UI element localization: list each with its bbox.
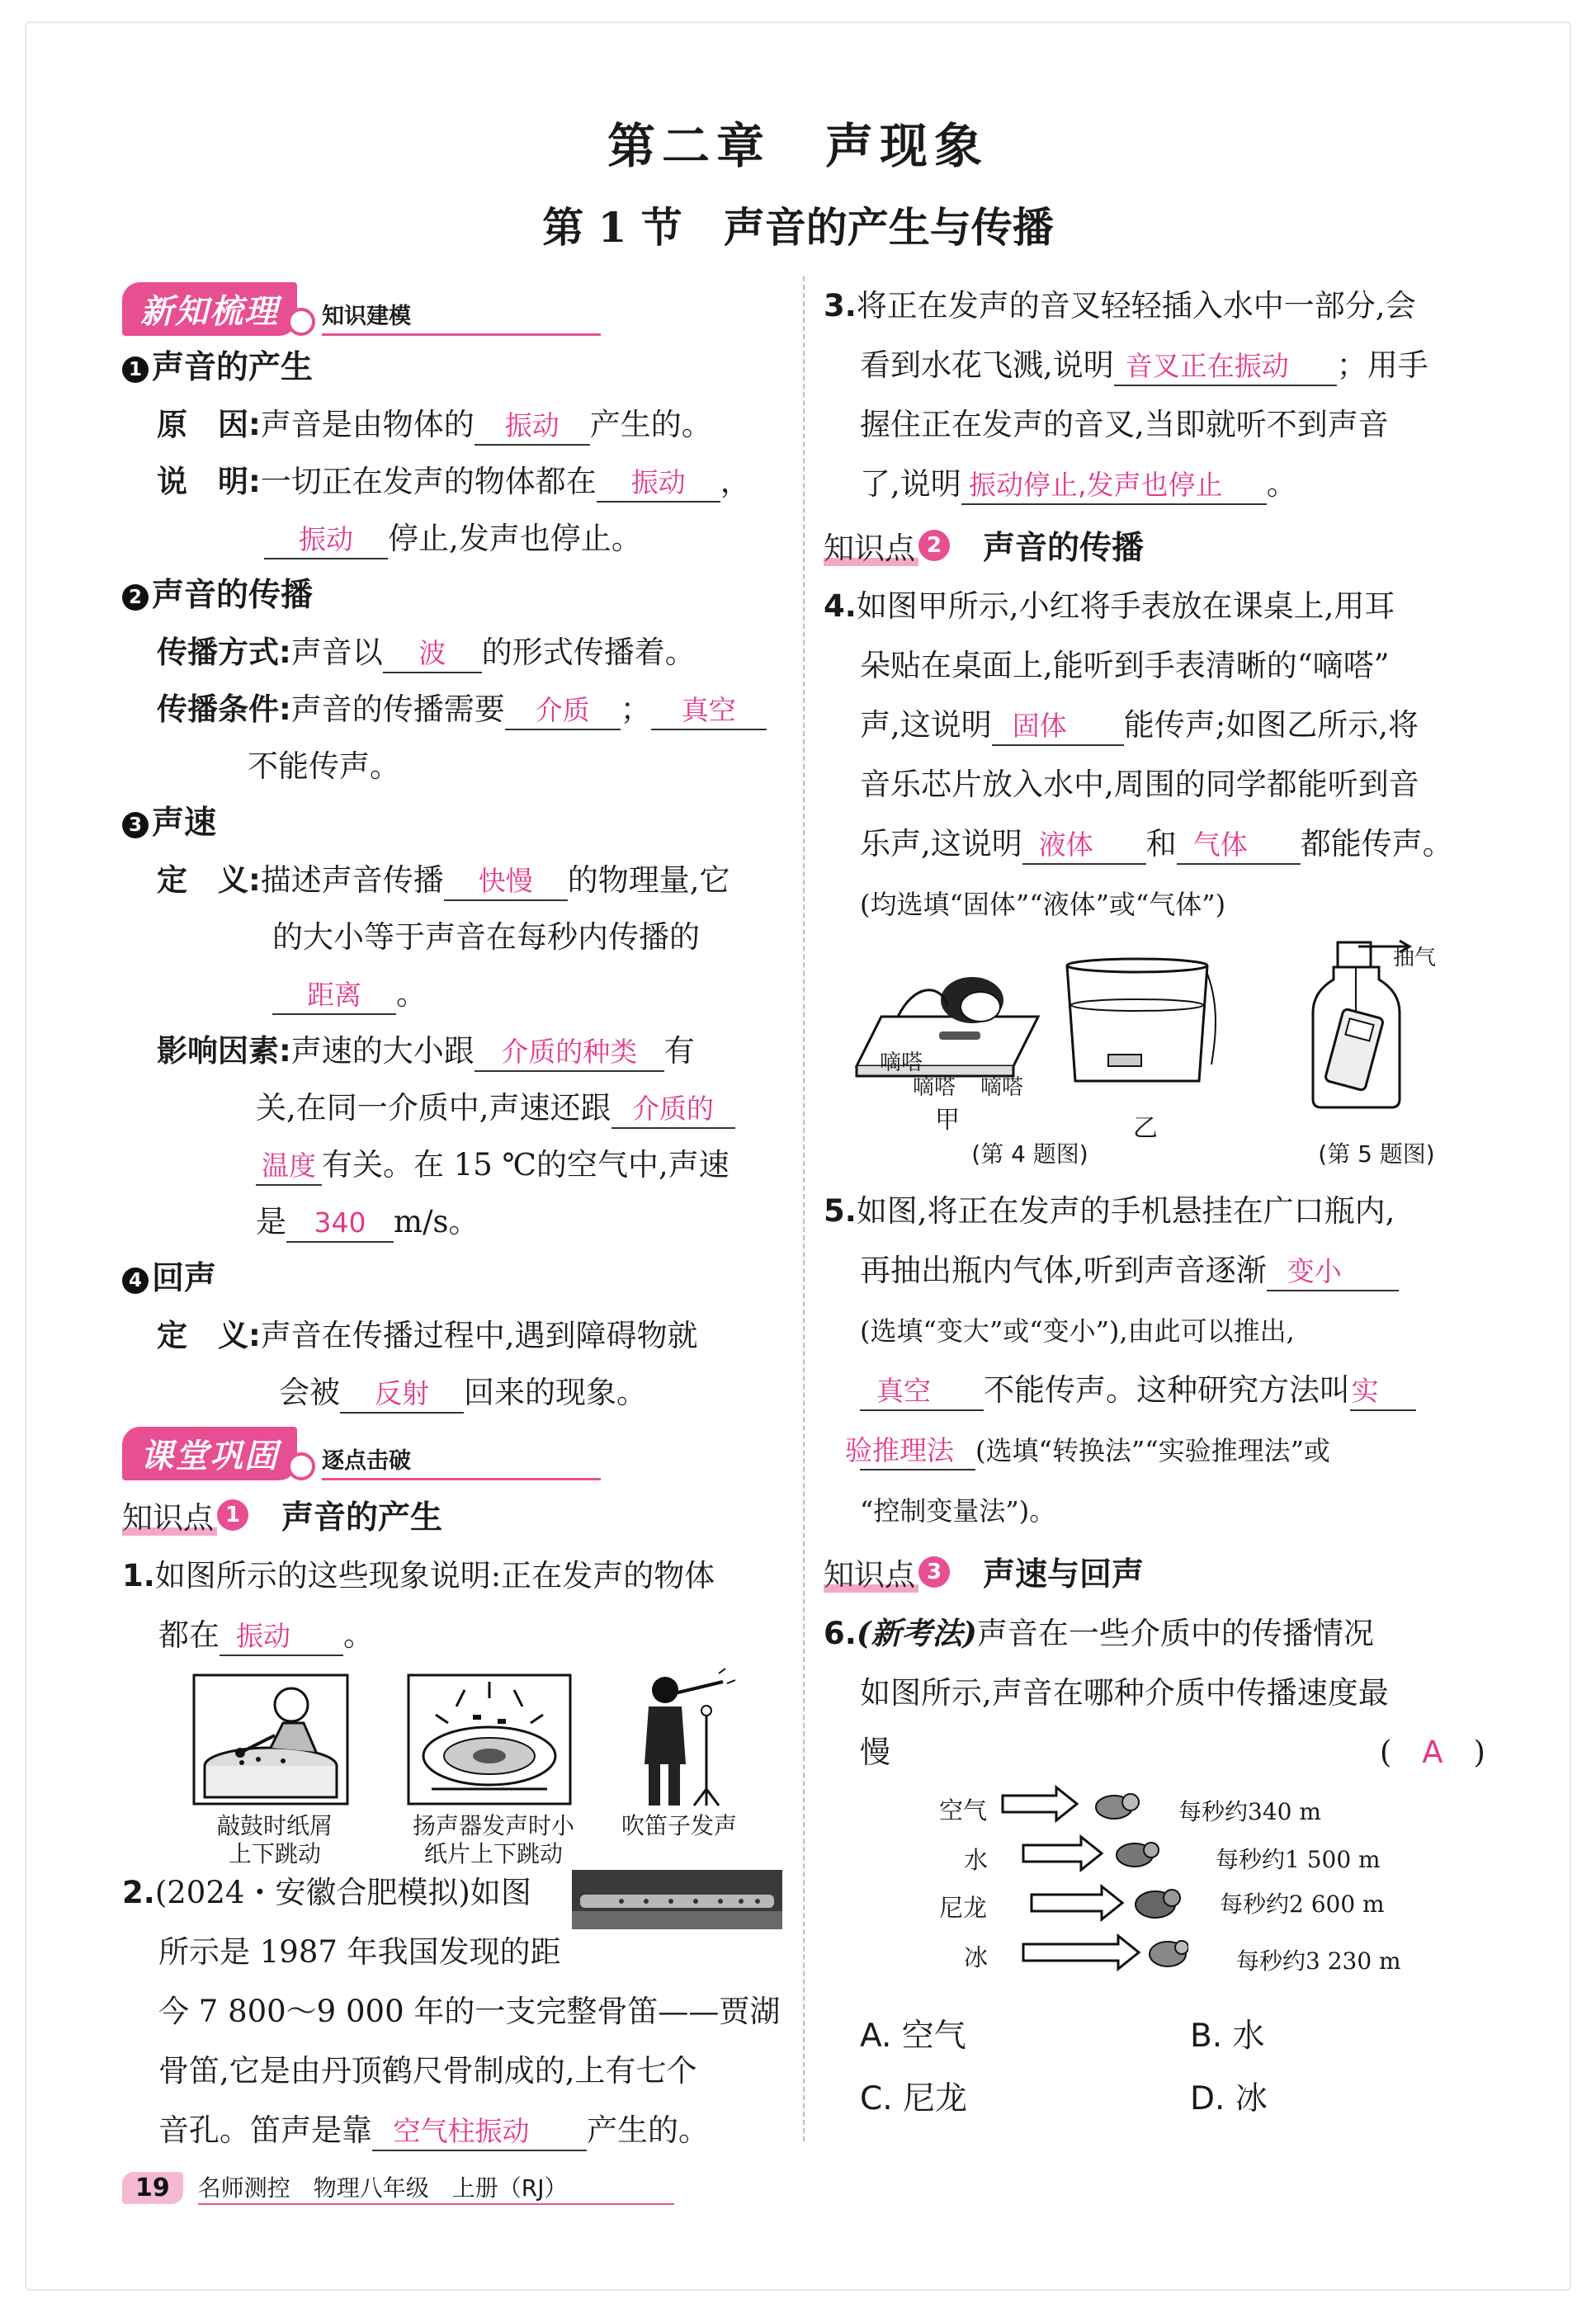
target-icon [287, 1452, 315, 1480]
left-column [122, 276, 782, 2160]
answer-blank[interactable]: 介质 [505, 692, 621, 730]
medium-label-nylon: 尼龙 [939, 1894, 988, 1922]
fig-jia-label: 甲 [935, 1106, 960, 1135]
k4-dingyi-cont: 会被 反射 回来的现象。 [122, 1364, 782, 1421]
answer-blank[interactable]: 振动停止,发声也停止 [961, 467, 1267, 505]
k3-dingyi-cont: 的大小等于声音在每秒内传播的 [272, 919, 700, 955]
option-b[interactable]: B. 水 [1190, 2018, 1265, 2055]
arrow-icon [1023, 1837, 1102, 1870]
k1-heading: 1 声音的产生 [122, 339, 782, 396]
caption-speaker: 扬声器发声时小 纸片上下跳动 [412, 1812, 574, 1867]
k1-yuanyin: 原 因:声音是由物体的 振动 产生的。 [122, 396, 782, 453]
answer-choice[interactable]: A [1422, 1735, 1443, 1770]
banner-subtitle: 知识建模 [322, 300, 601, 336]
magnifier-icon [287, 308, 315, 336]
knowledge-point-3: 知识点 3 声速与回声 [824, 1541, 1494, 1603]
k3-dingyi-cont2: 距离 。 [122, 965, 782, 1022]
k2-tiaojian-cont: 不能传声。 [248, 748, 400, 784]
answer-blank[interactable]: 音叉正在振动 [1114, 348, 1337, 386]
section-title: 第 1 节 声音的产生与传播 [542, 203, 1054, 252]
question-3: 3.将正在发声的音叉轻轻插入水中一部分,会 看到水花飞溅,说明 音叉正在振动 ；用手 握住正在发声的音叉,当即就听不到声音 了,说明 振动停止,发声也停止 。 [824, 276, 1494, 514]
answer-blank[interactable]: 变小 [1267, 1253, 1399, 1291]
answer-blank[interactable]: 波 [383, 635, 482, 673]
caption-fig5: (第 5 题图) [1318, 1140, 1435, 1168]
bone-flute-photo [572, 1870, 782, 1929]
k3-yingxiang: 影响因素:声速的大小跟 介质的种类 有 [122, 1022, 782, 1079]
answer-blank[interactable]: 介质的 [611, 1091, 735, 1129]
question-5: 5.如图,将正在发声的手机悬挂在广口瓶内, 再抽出瓶内气体,听到声音逐渐 变小 (选填“变大”或“变小”),由此可以推出, 真空 不能传声。这种研究方法叫实 验推理法 (选填“转换法”“实验推理法”或 “控制变量法”)。 [824, 1182, 1494, 1541]
k2-tiaojian: 传播条件:声音的传播需要 介质 ； 真空 [122, 681, 782, 738]
flute-player-illustration [616, 1665, 739, 1810]
desk-watch-illustration [848, 967, 1046, 1083]
speaker-illustration [407, 1673, 572, 1806]
caption-fig4: (第 4 题图) [971, 1140, 1088, 1168]
k3-dingyi: 定 义:描述声音传播 快慢 的物理量,它 [122, 852, 782, 909]
page-number: 19 [122, 2172, 183, 2204]
arrows-and-snails [999, 1782, 1188, 1997]
dida-label-2: 嘀嗒 [913, 1075, 956, 1100]
chouqi-label: 抽气 [1393, 946, 1437, 970]
option-c[interactable]: C. 尼龙 [860, 2080, 968, 2117]
k2-fangshi: 传播方式:声音以 波 的形式传播着。 [122, 624, 782, 681]
answer-blank[interactable]: 真空 [651, 692, 767, 730]
fig-yi-label: 乙 [1133, 1114, 1158, 1143]
medium-label-water: 水 [964, 1846, 989, 1874]
k3-heading: 3 声速 [122, 795, 782, 852]
banner-ketang [122, 1426, 782, 1480]
arrow-icon [1003, 1787, 1077, 1820]
answer-blank[interactable]: 振动 [220, 1618, 343, 1656]
question-4: 4.如图甲所示,小红将手表放在课桌上,用耳 朵贴在桌面上,能听到手表清晰的“嘀嗒” 声,这说明 固体 能传声;如图乙所示,将 音乐芯片放入水中,周围的同学都能听到音 乐声,这说明 液体 和 气体 都能传声。 (均选填“固体”“液体”或“气体”) [824, 588, 1453, 920]
answer-blank[interactable]: 距离 [272, 977, 396, 1015]
k4-heading: 4 回声 [122, 1250, 782, 1307]
runner-icon [1150, 1941, 1188, 1966]
answer-blank[interactable]: 固体 [992, 708, 1124, 746]
banner-subtitle: 逐点击破 [322, 1445, 601, 1480]
medium-label-ice: 冰 [964, 1943, 989, 1971]
answer-blank[interactable]: 介质的种类 [475, 1034, 664, 1072]
answer-blank[interactable]: 振动 [597, 465, 720, 503]
answer-blank[interactable]: 振动 [475, 408, 590, 446]
k2-heading: 2 声音的传播 [122, 567, 782, 624]
horse-icon [1136, 1890, 1180, 1918]
answer-blank[interactable]: 振动 [264, 522, 388, 559]
drum-illustration [192, 1673, 349, 1806]
q6-medium-diagram [824, 1782, 1494, 2005]
option-d[interactable]: D. 冰 [1190, 2080, 1268, 2117]
k1-shuoming-cont: 振动 停止,发声也停止。 [122, 510, 782, 567]
answer-blank[interactable]: 真空 [860, 1373, 984, 1411]
caption-flute: 吹笛子发声 [621, 1812, 737, 1839]
answer-blank[interactable]: 反射 [340, 1376, 464, 1414]
answer-blank[interactable]: 温度 [256, 1148, 322, 1186]
answer-blank[interactable]: 气体 [1177, 827, 1301, 865]
answer-blank[interactable]: 验推理法 [860, 1433, 975, 1470]
arrow-icon [1023, 1936, 1139, 1969]
medium-label-air: 空气 [939, 1796, 988, 1824]
snail-icon [1096, 1794, 1139, 1819]
k3-yingxiang-cont3: 是 340 m/s。 [122, 1193, 782, 1250]
book-title: 名师测控 物理八年级 上册（RJ） [198, 2170, 675, 2205]
k3-yingxiang-cont: 关,在同一介质中,声速还跟 介质的 [122, 1079, 782, 1136]
k3-yingxiang-cont2: 温度 有关。在 15 ℃的空气中,声速 [122, 1136, 782, 1193]
page-footer [122, 2170, 674, 2205]
answer-blank[interactable]: 液体 [1022, 827, 1146, 865]
dida-label-1: 嘀嗒 [880, 1050, 923, 1075]
dida-label-3: 嘀嗒 [980, 1075, 1024, 1100]
right-column [824, 276, 1494, 2131]
answer-blank[interactable]: 快慢 [444, 863, 568, 901]
question-6: 6.(新考法)声音在一些介质中的传播情况 如图所示,声音在哪种介质中传播速度最 慢 ( A ) [824, 1615, 1485, 1770]
column-divider [803, 276, 805, 2141]
banner-xinzhi [122, 281, 782, 336]
q6-options [824, 2005, 1494, 2131]
arrow-icon [1032, 1886, 1122, 1919]
speed-label-ice: 每秒约3 230 m [1236, 1947, 1401, 1975]
answer-blank[interactable]: 340 [286, 1205, 394, 1243]
banner-title: 课堂巩固 [122, 1427, 297, 1480]
k1-shuoming: 说 明:一切正在发声的物体都在 振动 ， [122, 453, 782, 510]
answer-blank[interactable]: 空气柱振动 [372, 2113, 587, 2151]
speed-label-air: 每秒约340 m [1178, 1798, 1321, 1825]
speed-label-nylon: 每秒约2 600 m [1220, 1891, 1385, 1918]
option-a[interactable]: A. 空气 [860, 2018, 966, 2055]
speed-label-water: 每秒约1 500 m [1216, 1846, 1381, 1873]
q4-q5-figures [824, 934, 1494, 1182]
question-1: 1.如图所示的这些现象说明:正在发声的物体 都在 振动 。 [122, 1546, 782, 1665]
caption-drum: 敲鼓时纸屑 上下跳动 [216, 1812, 333, 1867]
k4-dingyi: 定 义:声音在传播过程中,遇到障碍物就 [157, 1318, 698, 1353]
answer-blank[interactable]: 实 [1350, 1373, 1416, 1411]
knowledge-point-1: 知识点 1 声音的产生 [122, 1484, 782, 1546]
knowledge-point-2: 知识点 2 声音的传播 [824, 514, 1494, 577]
question-2: 2.(2024・安徽合肥模拟)如图 所示是 1987 年我国发现的距 今 7 800～9 000 年的一支完整骨笛——贾湖 骨笛,它是由丹顶鹤尺骨制成的,上有七个 音孔。笛声是靠 空气柱振动 产生的。 [122, 1863, 782, 2160]
banner-title: 新知梳理 [122, 282, 297, 336]
chapter-title: 第二章 声现象 [607, 118, 989, 174]
rabbit-icon [1117, 1843, 1159, 1867]
q1-figures [122, 1665, 782, 1867]
beaker-illustration [1059, 957, 1224, 1089]
